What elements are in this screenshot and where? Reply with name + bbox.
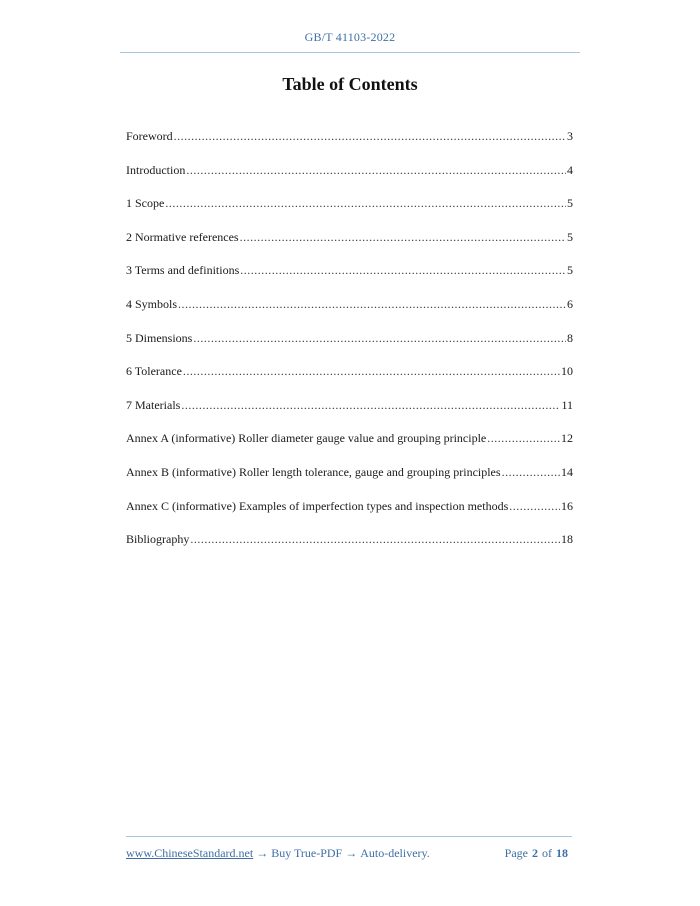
dot-leader: [190, 529, 560, 549]
toc-entry-title: Bibliography: [126, 532, 190, 547]
dot-leader: [240, 260, 566, 280]
toc-entry-page: 11: [561, 397, 573, 412]
toc-entry-page: 4: [567, 162, 573, 177]
toc-entry-page: 14: [561, 464, 573, 479]
dot-leader: [509, 496, 560, 516]
toc-entry-page: 16: [561, 498, 573, 513]
of-label: of: [542, 846, 552, 860]
toc-entry-page: 8: [567, 330, 573, 345]
page-header: [0, 30, 700, 45]
dot-leader: [240, 227, 566, 247]
dot-leader: [193, 328, 566, 348]
toc-entry-scope[interactable]: [126, 193, 573, 227]
standard-code: GB/T 41103-2022: [304, 30, 396, 44]
footer-divider: [126, 836, 572, 837]
toc-entry-page: 5: [567, 263, 573, 278]
footer-promo: [126, 846, 430, 861]
toc-entry-title: 2 Normative references: [126, 229, 239, 244]
dot-leader: [183, 361, 560, 381]
toc-entry-title: 1 Scope: [126, 196, 165, 211]
current-page-number: 2: [532, 846, 538, 860]
toc-entry-title: Foreword: [126, 129, 173, 143]
toc-entry-page: 12: [561, 431, 573, 446]
toc-entry-annex-b[interactable]: [126, 462, 573, 496]
total-pages-number: 18: [556, 846, 568, 860]
toc-entry-title: Annex C (informative) Examples of imperfection types and inspection methods: [126, 498, 509, 513]
header-divider: [120, 52, 580, 53]
toc-entry-page: 6: [567, 296, 573, 311]
toc-entry-dimensions[interactable]: [126, 328, 573, 362]
dot-leader: [487, 428, 560, 448]
arrow-right-icon: →: [256, 846, 269, 860]
toc-entry-annex-c[interactable]: [126, 496, 573, 530]
toc-entry-title: 5 Dimensions: [126, 330, 193, 345]
dot-leader: [502, 462, 560, 482]
toc-entry-page: 18: [561, 532, 573, 547]
auto-delivery-text: Auto-delivery.: [360, 846, 430, 860]
page-title: Table of Contents: [282, 74, 418, 94]
toc-entry-page: 5: [567, 229, 573, 244]
toc-entry-symbols[interactable]: [126, 294, 573, 328]
page-footer: [126, 846, 572, 864]
toc-entry-materials[interactable]: [126, 395, 573, 429]
buy-true-pdf-text: Buy True-PDF: [271, 846, 343, 860]
toc-entry-title: Introduction: [126, 162, 186, 177]
toc-entry-tolerance[interactable]: [126, 361, 573, 395]
toc-entry-annex-a[interactable]: [126, 428, 573, 462]
dot-leader: [165, 193, 566, 213]
toc-entry-page: 3: [567, 129, 573, 143]
dot-leader: [186, 160, 566, 180]
toc-entry-title: 4 Symbols: [126, 296, 178, 311]
site-link[interactable]: www.ChineseStandard.net: [126, 846, 254, 860]
page-indicator: [505, 846, 572, 861]
toc-entry-bibliography[interactable]: [126, 529, 573, 563]
arrow-right-icon: →: [345, 846, 358, 860]
toc-entry-page: 10: [561, 364, 573, 379]
toc-entry-foreword[interactable]: [126, 126, 573, 160]
toc-entry-terms-and-definitions[interactable]: [126, 260, 573, 294]
dot-leader: [181, 395, 560, 415]
toc-entry-page: 5: [567, 196, 573, 211]
toc-entry-title: 6 Tolerance: [126, 364, 182, 379]
page-label: Page: [504, 846, 528, 860]
toc-entry-normative-references[interactable]: [126, 227, 573, 261]
toc-entry-title: Annex A (informative) Roller diameter gauge value and grouping principle: [126, 431, 487, 446]
dot-leader: [178, 294, 566, 314]
table-of-contents: [126, 126, 573, 563]
toc-entry-title: 7 Materials: [126, 397, 181, 412]
dot-leader: [174, 126, 566, 146]
toc-entry-title: Annex B (informative) Roller length tolerance, gauge and grouping principles: [126, 464, 501, 479]
toc-entry-introduction[interactable]: [126, 160, 573, 194]
toc-entry-title: 3 Terms and definitions: [126, 263, 240, 278]
